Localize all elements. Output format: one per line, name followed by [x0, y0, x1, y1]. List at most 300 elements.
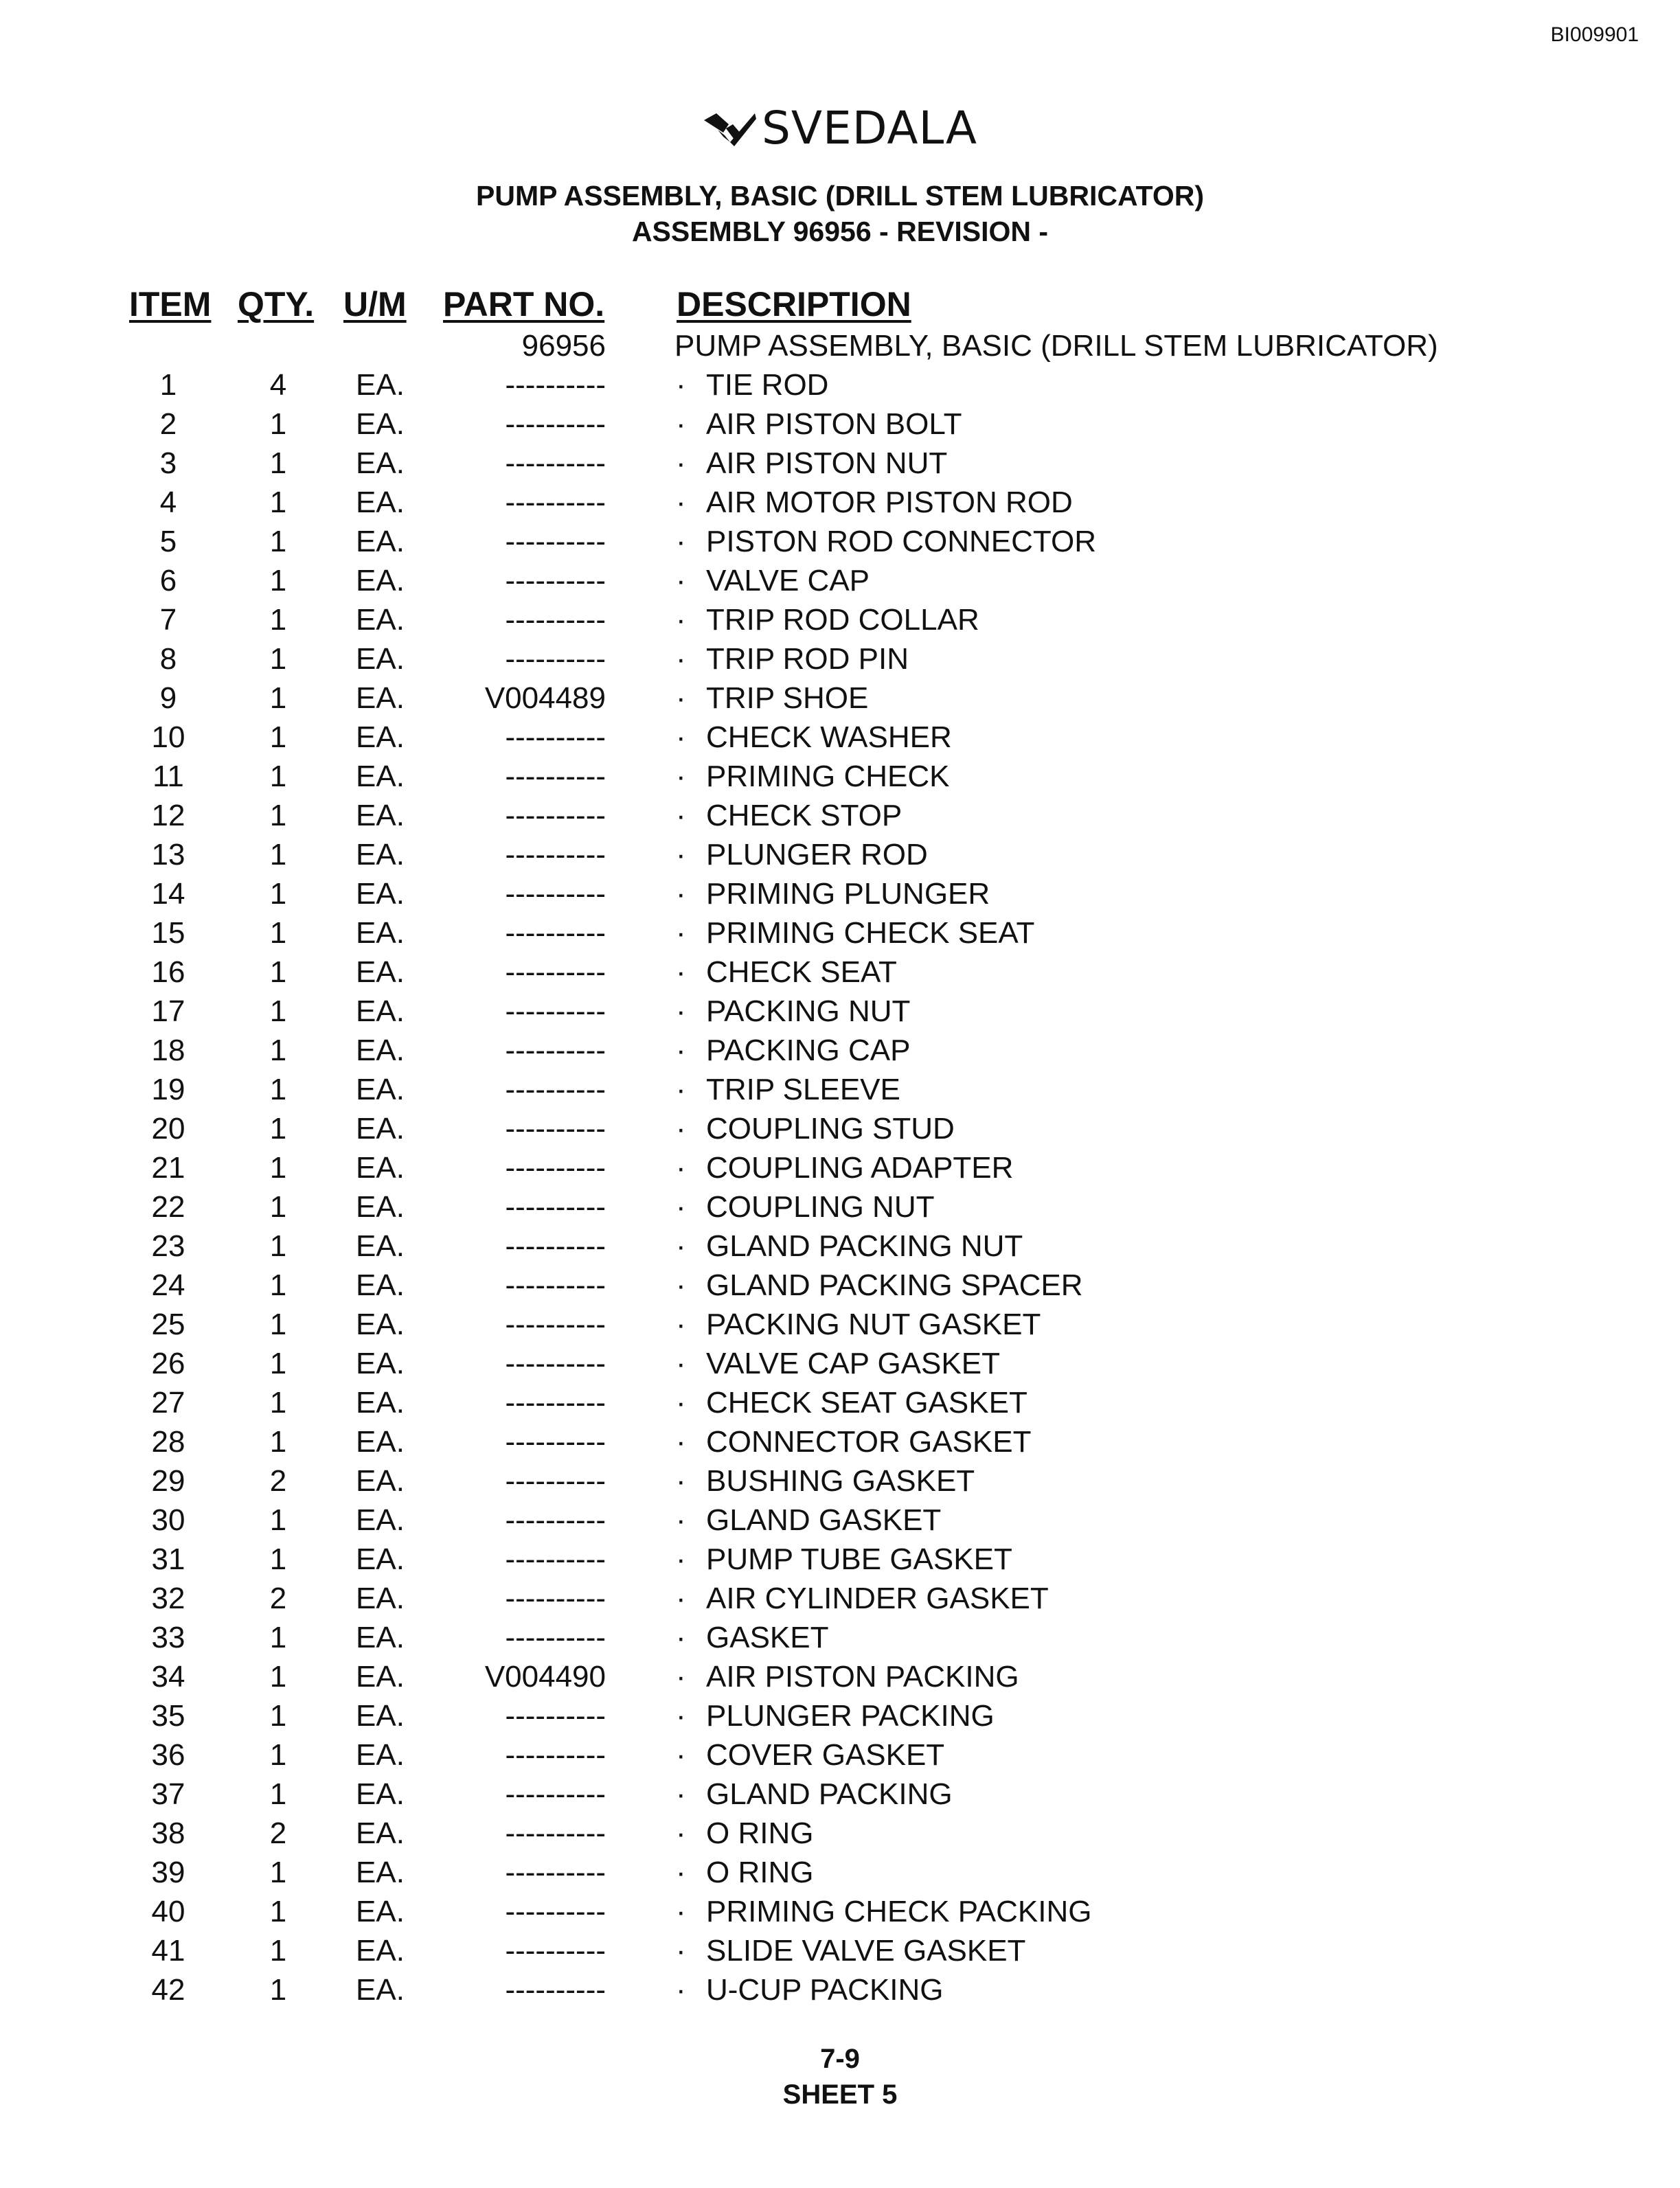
table-row: [0, 679, 1680, 718]
description: AIR PISTON PACKING: [706, 1660, 1019, 1694]
quantity: 1: [269, 1934, 287, 1968]
part-number: ----------: [505, 642, 606, 676]
bullet: ·: [676, 1621, 686, 1654]
item-number: 20: [151, 1112, 185, 1146]
bullet: ·: [676, 368, 686, 402]
part-number: ----------: [505, 1308, 606, 1341]
item-number: 11: [152, 760, 184, 793]
bullet: ·: [676, 1464, 686, 1498]
item-number: 4: [159, 486, 177, 519]
table-row: [0, 600, 1680, 639]
sheet-number: SHEET 5: [782, 2079, 898, 2110]
unit-of-measure: EA.: [356, 486, 405, 519]
table-row: [0, 1266, 1680, 1305]
part-number: ----------: [505, 1973, 606, 2007]
part-number: ----------: [505, 1542, 606, 1576]
part-number: ----------: [505, 877, 606, 911]
part-number: ----------: [505, 1112, 606, 1146]
quantity: 1: [269, 1503, 287, 1537]
description: PACKING NUT: [706, 994, 911, 1028]
description: AIR PISTON BOLT: [706, 407, 962, 441]
quantity: 1: [269, 760, 287, 793]
unit-of-measure: EA.: [356, 1895, 405, 1928]
quantity: 1: [269, 1699, 287, 1733]
table-row: [0, 1187, 1680, 1227]
table-row: [0, 874, 1680, 913]
item-number: 8: [159, 642, 177, 676]
quantity: 2: [269, 1816, 287, 1850]
part-number: ----------: [505, 1034, 606, 1067]
table-row: [0, 1461, 1680, 1501]
bullet: ·: [676, 446, 686, 480]
quantity: 1: [269, 994, 287, 1028]
description: PISTON ROD CONNECTOR: [706, 525, 1096, 558]
part-number: V004490: [484, 1660, 606, 1694]
unit-of-measure: EA.: [356, 525, 405, 558]
part-number: ----------: [505, 720, 606, 754]
table-row: [0, 1853, 1680, 1892]
document-id: BI009901: [1550, 23, 1639, 46]
bullet: ·: [676, 1151, 686, 1185]
quantity: 2: [269, 1582, 287, 1615]
part-number: ----------: [505, 368, 606, 402]
table-row: [0, 1148, 1680, 1187]
unit-of-measure: EA.: [356, 1073, 405, 1106]
description: GLAND PACKING NUT: [706, 1229, 1023, 1263]
unit-of-measure: EA.: [356, 1464, 405, 1498]
table-row: [0, 1814, 1680, 1853]
description: CHECK WASHER: [706, 720, 952, 754]
part-number: ----------: [505, 1738, 606, 1772]
part-number: ----------: [505, 1464, 606, 1498]
item-number: 29: [151, 1464, 185, 1498]
item-number: 38: [151, 1816, 185, 1850]
item-number: 9: [159, 681, 177, 715]
bullet: ·: [676, 1268, 686, 1302]
header-item: ITEM: [129, 285, 212, 323]
bullet: ·: [676, 1347, 686, 1380]
table-row: [0, 835, 1680, 874]
bullet: ·: [676, 1425, 686, 1459]
table-row: [0, 1657, 1680, 1696]
description: COUPLING ADAPTER: [706, 1151, 1014, 1185]
bullet: ·: [676, 1699, 686, 1733]
unit-of-measure: EA.: [356, 1699, 405, 1733]
bullet: ·: [676, 681, 686, 715]
bullet: ·: [676, 564, 686, 597]
table-row: [0, 1931, 1680, 1970]
bullet: ·: [676, 1738, 686, 1772]
table-row: [0, 1970, 1680, 2009]
bullet: ·: [676, 642, 686, 676]
description: GASKET: [706, 1621, 829, 1654]
part-number: ----------: [505, 1934, 606, 1968]
description: GLAND PACKING SPACER: [706, 1268, 1083, 1302]
table-row: [0, 483, 1680, 522]
part-number: ----------: [505, 486, 606, 519]
item-number: 30: [151, 1503, 185, 1537]
part-number: ----------: [505, 1816, 606, 1850]
part-number: ----------: [505, 446, 606, 480]
part-number: ----------: [505, 1151, 606, 1185]
table-row: [0, 1422, 1680, 1461]
unit-of-measure: EA.: [356, 1229, 405, 1263]
quantity: 1: [269, 486, 287, 519]
quantity: 1: [269, 642, 287, 676]
unit-of-measure: EA.: [356, 1816, 405, 1850]
table-row: [0, 953, 1680, 992]
description: TRIP ROD COLLAR: [706, 603, 979, 637]
unit-of-measure: EA.: [356, 681, 405, 715]
document-title: PUMP ASSEMBLY, BASIC (DRILL STEM LUBRICATOR): [476, 180, 1204, 212]
bullet: ·: [676, 1386, 686, 1420]
table-row: [0, 444, 1680, 483]
part-number: ----------: [505, 1777, 606, 1811]
bullet: ·: [676, 525, 686, 558]
unit-of-measure: EA.: [356, 446, 405, 480]
item-number: 36: [151, 1738, 185, 1772]
description: PLUNGER ROD: [706, 838, 928, 871]
unit-of-measure: EA.: [356, 1582, 405, 1615]
description: TRIP ROD PIN: [706, 642, 909, 676]
part-number: ----------: [505, 994, 606, 1028]
item-number: 40: [151, 1895, 185, 1928]
table-row: [0, 522, 1680, 561]
unit-of-measure: EA.: [356, 916, 405, 950]
description: AIR MOTOR PISTON ROD: [706, 486, 1073, 519]
part-number: ----------: [505, 1856, 606, 1889]
assembly-description: PUMP ASSEMBLY, BASIC (DRILL STEM LUBRICATOR): [674, 329, 1438, 363]
header-part-no: PART NO.: [443, 285, 605, 323]
part-number: ----------: [505, 1699, 606, 1733]
quantity: 1: [269, 1190, 287, 1224]
item-number: 2: [159, 407, 177, 441]
item-number: 6: [159, 564, 177, 597]
item-number: 7: [159, 603, 177, 637]
quantity: 1: [269, 1034, 287, 1067]
table-row: [0, 1501, 1680, 1540]
bullet: ·: [676, 1973, 686, 2007]
table-row: [0, 1305, 1680, 1344]
description: PRIMING PLUNGER: [706, 877, 990, 911]
unit-of-measure: EA.: [356, 799, 405, 832]
description: AIR CYLINDER GASKET: [706, 1582, 1049, 1615]
quantity: 1: [269, 1738, 287, 1772]
description: CONNECTOR GASKET: [706, 1425, 1032, 1459]
item-number: 12: [151, 799, 185, 832]
table-row: [0, 757, 1680, 796]
bullet: ·: [676, 1503, 686, 1537]
item-number: 5: [159, 525, 177, 558]
description: PUMP TUBE GASKET: [706, 1542, 1012, 1576]
description: O RING: [706, 1816, 814, 1850]
unit-of-measure: EA.: [356, 1190, 405, 1224]
item-number: 16: [151, 955, 185, 989]
item-number: 25: [151, 1308, 185, 1341]
table-row: [0, 913, 1680, 953]
part-number: ----------: [505, 916, 606, 950]
item-number: 39: [151, 1856, 185, 1889]
header-description: DESCRIPTION: [677, 285, 911, 323]
table-row: [0, 718, 1680, 757]
part-number: ----------: [505, 603, 606, 637]
part-number: ----------: [505, 1073, 606, 1106]
item-number: 28: [151, 1425, 185, 1459]
unit-of-measure: EA.: [356, 564, 405, 597]
item-number: 23: [151, 1229, 185, 1263]
item-number: 31: [151, 1542, 185, 1576]
quantity: 1: [269, 838, 287, 871]
part-number: ----------: [505, 1582, 606, 1615]
bullet: ·: [676, 1934, 686, 1968]
table-row: [0, 1540, 1680, 1579]
unit-of-measure: EA.: [356, 368, 405, 402]
item-number: 42: [151, 1973, 185, 2007]
unit-of-measure: EA.: [356, 994, 405, 1028]
quantity: 1: [269, 1073, 287, 1106]
item-number: 27: [151, 1386, 185, 1420]
table-row: [0, 1344, 1680, 1383]
quantity: 1: [269, 1895, 287, 1928]
unit-of-measure: EA.: [356, 720, 405, 754]
brand-logo: [0, 102, 1680, 155]
part-number: ----------: [505, 1386, 606, 1420]
quantity: 1: [269, 681, 287, 715]
part-number: ----------: [505, 1895, 606, 1928]
quantity: 1: [269, 1151, 287, 1185]
description: U-CUP PACKING: [706, 1973, 944, 2007]
quantity: 1: [269, 603, 287, 637]
description: VALVE CAP GASKET: [706, 1347, 1000, 1380]
unit-of-measure: EA.: [356, 1660, 405, 1694]
part-number: ----------: [505, 525, 606, 558]
unit-of-measure: EA.: [356, 1503, 405, 1537]
unit-of-measure: EA.: [356, 603, 405, 637]
unit-of-measure: EA.: [356, 1777, 405, 1811]
quantity: 1: [269, 1660, 287, 1694]
part-number: ----------: [505, 955, 606, 989]
quantity: 1: [269, 1621, 287, 1654]
bullet: ·: [676, 1034, 686, 1067]
table-row: [0, 1618, 1680, 1657]
bullet: ·: [676, 603, 686, 637]
part-number: V004489: [484, 681, 606, 715]
assembly-part-number: 96956: [521, 329, 606, 363]
description: BUSHING GASKET: [706, 1464, 975, 1498]
unit-of-measure: EA.: [356, 1621, 405, 1654]
description: GLAND PACKING: [706, 1777, 953, 1811]
part-number: ----------: [505, 1621, 606, 1654]
item-number: 13: [151, 838, 185, 871]
quantity: 1: [269, 1777, 287, 1811]
header-qty: QTY.: [238, 285, 315, 323]
part-number: ----------: [505, 1190, 606, 1224]
bullet: ·: [676, 1816, 686, 1850]
bullet: ·: [676, 877, 686, 911]
svedala-logo-icon: [703, 109, 758, 148]
unit-of-measure: EA.: [356, 1112, 405, 1146]
bullet: ·: [676, 1229, 686, 1263]
quantity: 1: [269, 955, 287, 989]
bullet: ·: [676, 1582, 686, 1615]
bullet: ·: [676, 1190, 686, 1224]
part-number: ----------: [505, 1268, 606, 1302]
quantity: 2: [269, 1464, 287, 1498]
parts-list: [0, 365, 1680, 2009]
part-number: ----------: [505, 1347, 606, 1380]
description: COUPLING STUD: [706, 1112, 955, 1146]
quantity: 1: [269, 1112, 287, 1146]
bullet: ·: [676, 1542, 686, 1576]
description: TRIP SLEEVE: [706, 1073, 900, 1106]
table-row: [0, 404, 1680, 444]
unit-of-measure: EA.: [356, 760, 405, 793]
item-number: 17: [151, 994, 185, 1028]
item-number: 37: [151, 1777, 185, 1811]
unit-of-measure: EA.: [356, 1542, 405, 1576]
quantity: 1: [269, 446, 287, 480]
bullet: ·: [676, 1308, 686, 1341]
bullet: ·: [676, 720, 686, 754]
header-um: U/M: [343, 285, 407, 323]
table-row: [0, 1227, 1680, 1266]
item-number: 21: [151, 1151, 185, 1185]
bullet: ·: [676, 486, 686, 519]
part-number: ----------: [505, 760, 606, 793]
table-row: [0, 1775, 1680, 1814]
item-number: 14: [151, 877, 185, 911]
description: CHECK SEAT: [706, 955, 897, 989]
quantity: 1: [269, 1308, 287, 1341]
bullet: ·: [676, 1856, 686, 1889]
bullet: ·: [676, 1112, 686, 1146]
item-number: 34: [151, 1660, 185, 1694]
item-number: 32: [151, 1582, 185, 1615]
part-number: ----------: [505, 1425, 606, 1459]
table-row: [0, 365, 1680, 404]
table-row: [0, 1383, 1680, 1422]
table-row: [0, 1109, 1680, 1148]
item-number: 18: [151, 1034, 185, 1067]
part-number: ----------: [505, 564, 606, 597]
brand-name: SVEDALA: [762, 102, 977, 155]
unit-of-measure: EA.: [356, 1934, 405, 1968]
bullet: ·: [676, 838, 686, 871]
bullet: ·: [676, 994, 686, 1028]
quantity: 1: [269, 1347, 287, 1380]
bullet: ·: [676, 955, 686, 989]
quantity: 1: [269, 1856, 287, 1889]
bullet: ·: [676, 1895, 686, 1928]
quantity: 1: [269, 1973, 287, 2007]
part-number: ----------: [505, 407, 606, 441]
unit-of-measure: EA.: [356, 1425, 405, 1459]
description: CHECK STOP: [706, 799, 903, 832]
table-row: [0, 1735, 1680, 1775]
unit-of-measure: EA.: [356, 642, 405, 676]
description: PACKING CAP: [706, 1034, 911, 1067]
quantity: 1: [269, 1425, 287, 1459]
unit-of-measure: EA.: [356, 1738, 405, 1772]
description: PRIMING CHECK: [706, 760, 950, 793]
bullet: ·: [676, 1660, 686, 1694]
item-number: 10: [151, 720, 185, 754]
table-row: [0, 1031, 1680, 1070]
table-row: [0, 992, 1680, 1031]
bullet: ·: [676, 799, 686, 832]
quantity: 1: [269, 1386, 287, 1420]
description: TIE ROD: [706, 368, 829, 402]
bullet: ·: [676, 1073, 686, 1106]
page-number: 7-9: [820, 2044, 860, 2074]
part-number: ----------: [505, 799, 606, 832]
description: SLIDE VALVE GASKET: [706, 1934, 1026, 1968]
unit-of-measure: EA.: [356, 1308, 405, 1341]
table-row: [0, 1579, 1680, 1618]
bullet: ·: [676, 760, 686, 793]
item-number: 15: [151, 916, 185, 950]
quantity: 1: [269, 564, 287, 597]
quantity: 1: [269, 525, 287, 558]
unit-of-measure: EA.: [356, 1973, 405, 2007]
table-row: [0, 1892, 1680, 1931]
unit-of-measure: EA.: [356, 1856, 405, 1889]
unit-of-measure: EA.: [356, 1347, 405, 1380]
item-number: 24: [151, 1268, 185, 1302]
quantity: 1: [269, 1542, 287, 1576]
table-row: [0, 1070, 1680, 1109]
description: CHECK SEAT GASKET: [706, 1386, 1028, 1420]
part-number: ----------: [505, 838, 606, 871]
item-number: 22: [151, 1190, 185, 1224]
item-number: 33: [151, 1621, 185, 1654]
table-row: [0, 639, 1680, 679]
part-number: ----------: [505, 1503, 606, 1537]
item-number: 26: [151, 1347, 185, 1380]
description: COUPLING NUT: [706, 1190, 935, 1224]
quantity: 1: [269, 407, 287, 441]
item-number: 1: [159, 368, 177, 402]
unit-of-measure: EA.: [356, 1034, 405, 1067]
quantity: 4: [269, 368, 287, 402]
item-number: 35: [151, 1699, 185, 1733]
description: O RING: [706, 1856, 814, 1889]
item-number: 3: [159, 446, 177, 480]
bullet: ·: [676, 407, 686, 441]
part-number: ----------: [505, 1229, 606, 1263]
description: PRIMING CHECK SEAT: [706, 916, 1035, 950]
item-number: 41: [151, 1934, 185, 1968]
description: AIR PISTON NUT: [706, 446, 948, 480]
description: GLAND GASKET: [706, 1503, 942, 1537]
unit-of-measure: EA.: [356, 1386, 405, 1420]
description: VALVE CAP: [706, 564, 870, 597]
table-row: [0, 1696, 1680, 1735]
unit-of-measure: EA.: [356, 838, 405, 871]
unit-of-measure: EA.: [356, 955, 405, 989]
assembly-revision: ASSEMBLY 96956 - REVISION -: [631, 216, 1049, 247]
description: PRIMING CHECK PACKING: [706, 1895, 1092, 1928]
table-row: [0, 561, 1680, 600]
unit-of-measure: EA.: [356, 407, 405, 441]
bullet: ·: [676, 916, 686, 950]
quantity: 1: [269, 1229, 287, 1263]
unit-of-measure: EA.: [356, 877, 405, 911]
quantity: 1: [269, 799, 287, 832]
description: PACKING NUT GASKET: [706, 1308, 1041, 1341]
unit-of-measure: EA.: [356, 1268, 405, 1302]
quantity: 1: [269, 720, 287, 754]
